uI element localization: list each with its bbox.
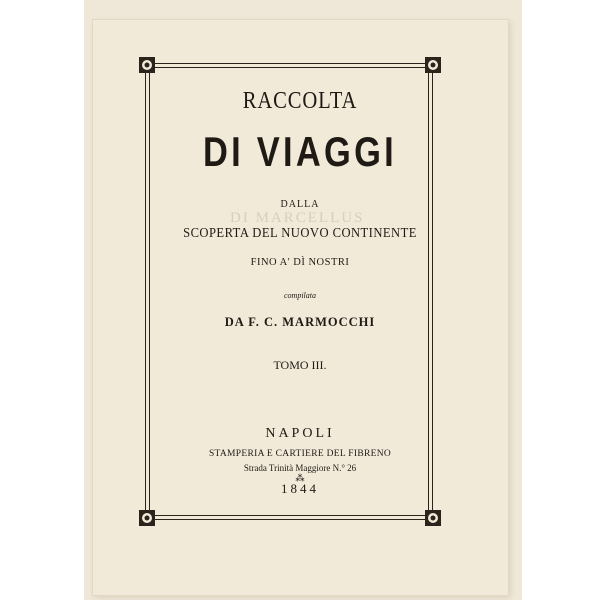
title-line-raccolta: RACCOLTA xyxy=(242,88,358,114)
corner-ornament-bottom-right xyxy=(423,508,443,528)
ornament-glyph: ⁂ xyxy=(295,473,305,483)
volume-text: TOMO III. xyxy=(273,358,327,372)
corner-ornament-top-right xyxy=(423,55,443,75)
title-line-di-viaggi: DI VIAGGI xyxy=(202,128,398,175)
year-text: 1844 xyxy=(281,481,319,496)
dalla-text: DALLA xyxy=(280,199,320,210)
address-text: Strada Trinità Maggiore N.° 26 xyxy=(243,463,357,473)
city-text: NAPOLI xyxy=(265,426,335,441)
bleed-through-text: DI MARCELLUS xyxy=(230,210,365,226)
fino-text: FINO A' DÌ NOSTRI xyxy=(250,257,350,268)
corner-ornament-top-left xyxy=(137,55,157,75)
author-text: DA F. C. MARMOCCHI xyxy=(224,315,376,329)
publisher-text: STAMPERIA E CARTIERE DEL FIBRENO xyxy=(208,449,392,459)
compilata-text: compilata xyxy=(284,291,316,300)
corner-ornament-bottom-left xyxy=(137,508,157,528)
subtitle-text: SCOPERTA DEL NUOVO CONTINENTE xyxy=(183,226,417,241)
